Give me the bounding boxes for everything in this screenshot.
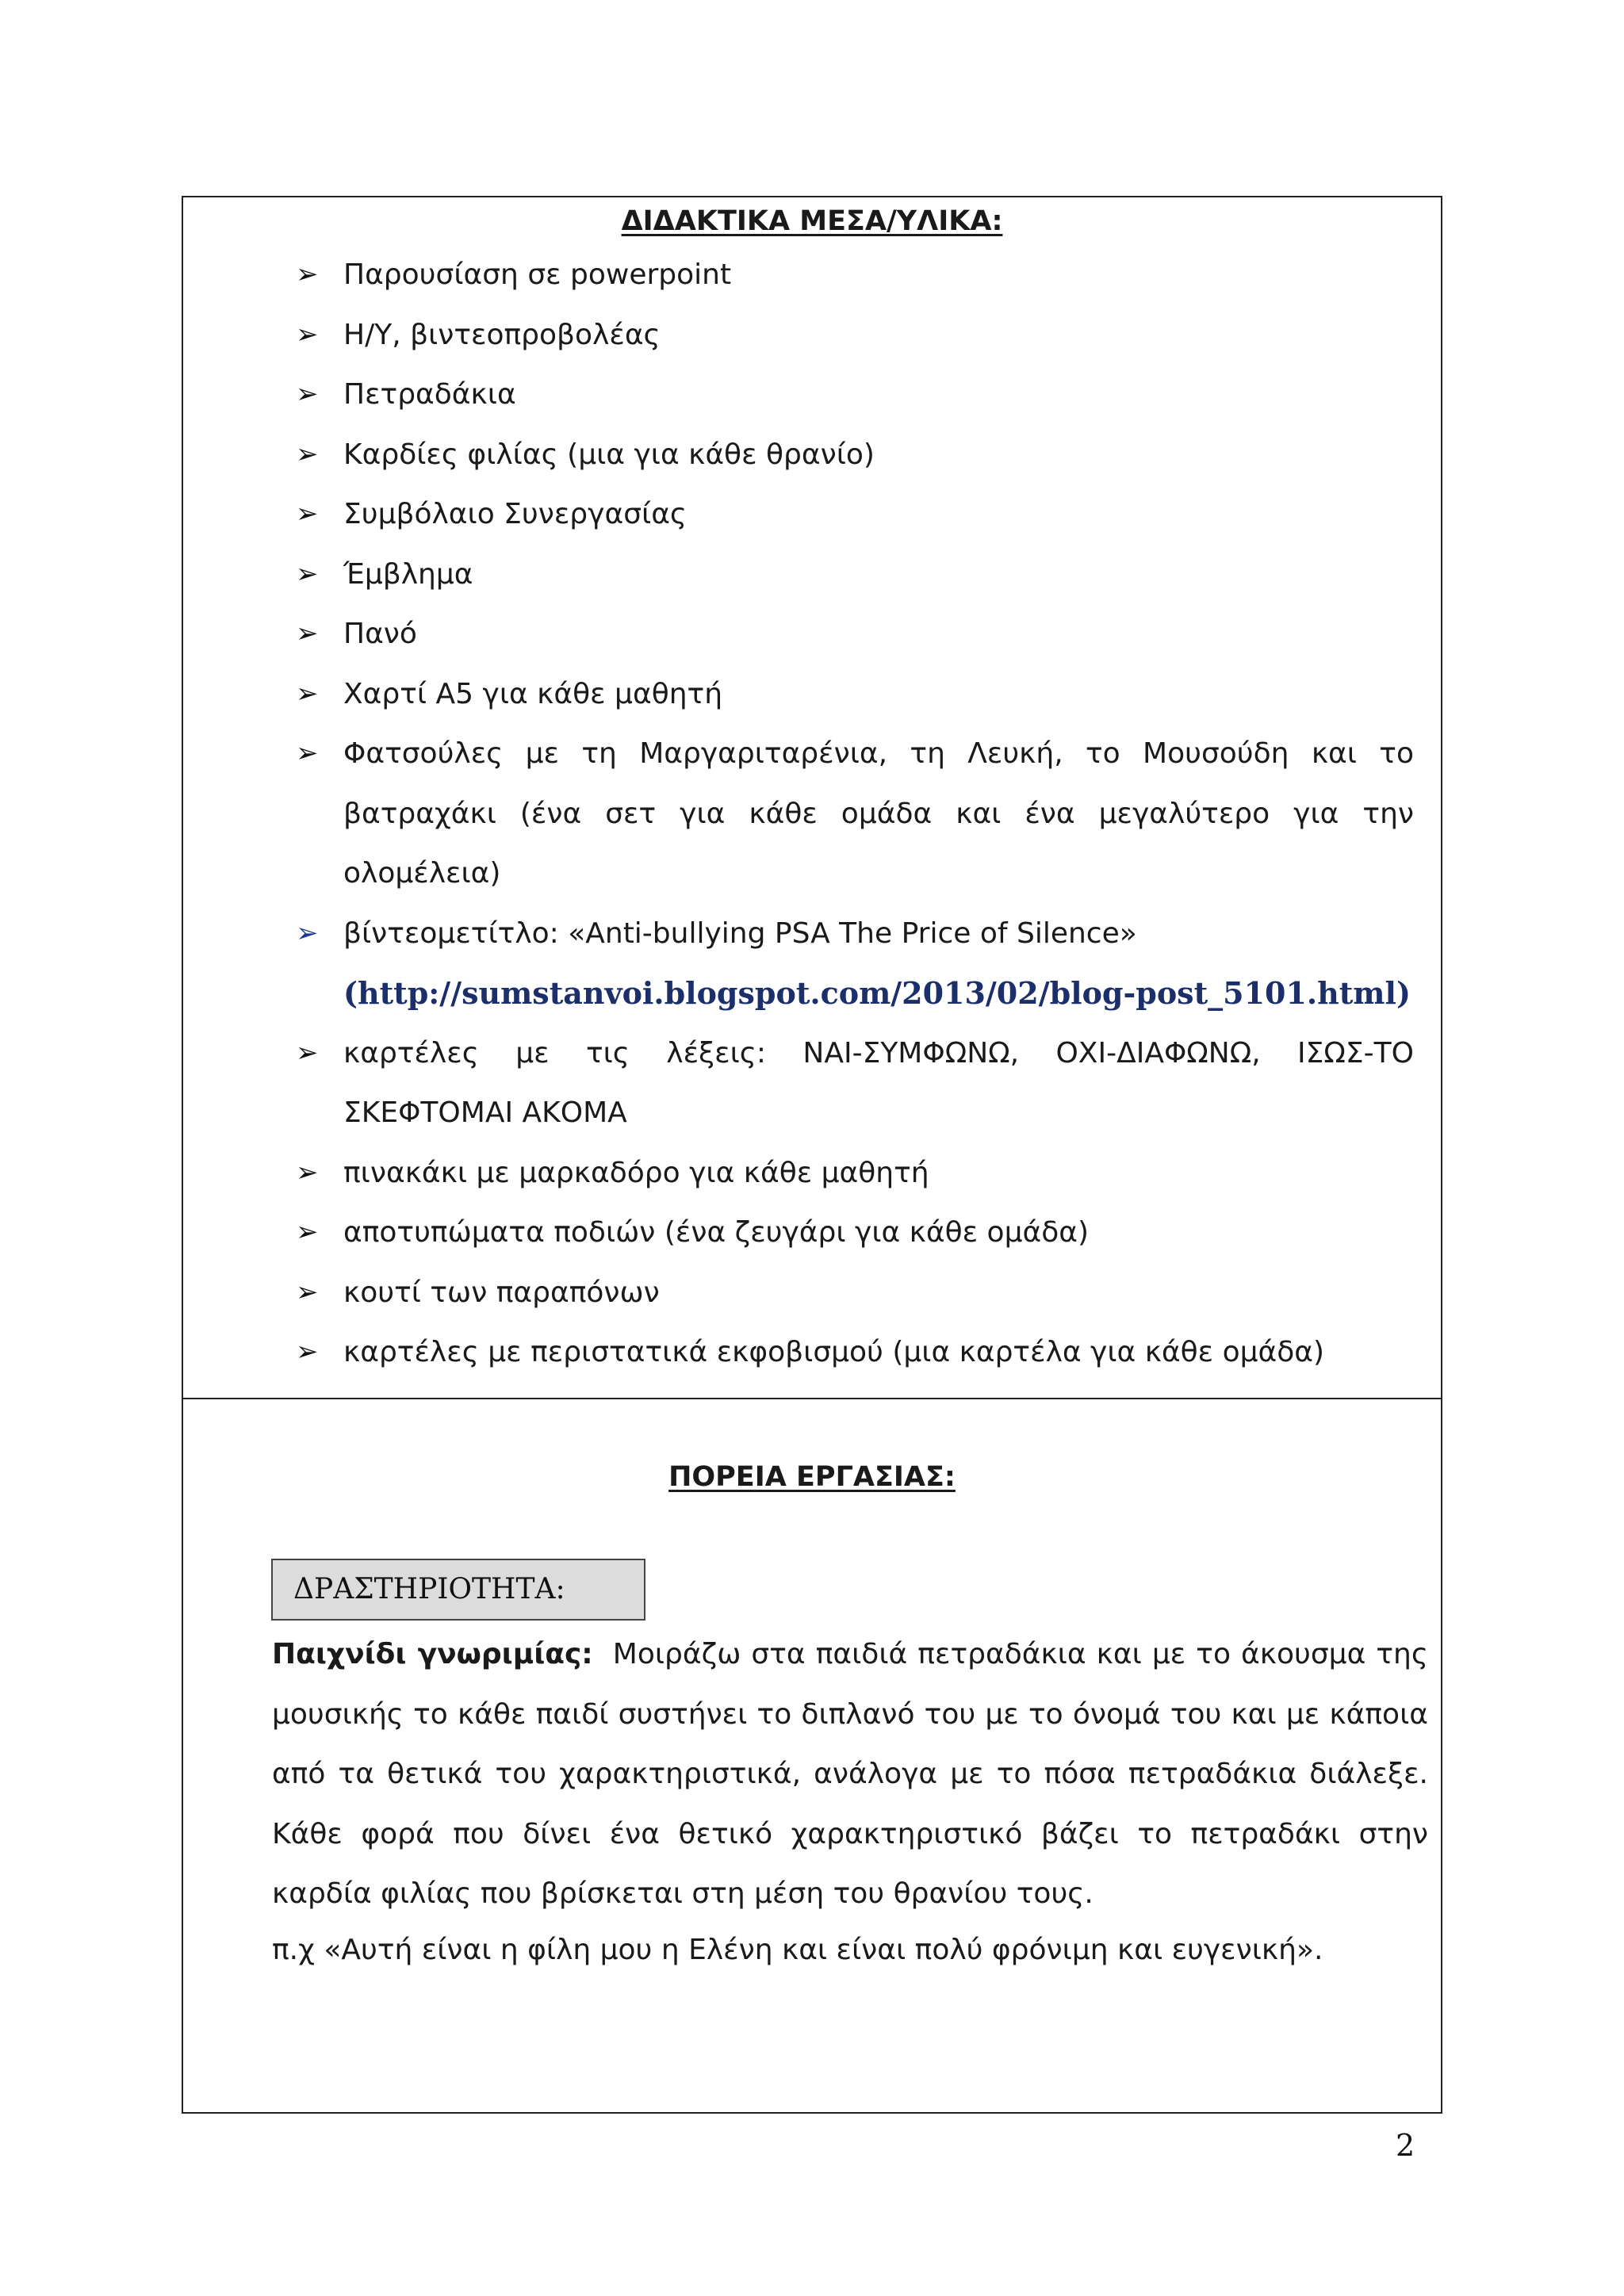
materials-title: ΔΙΔΑΚΤΙΚΑ ΜΕΣΑ/ΥΛΙΚΑ: — [621, 205, 1003, 237]
arrow-bullet-icon: ➢ — [296, 677, 319, 710]
list-item: ➢ Η/Υ, βιντεοπροβολέας — [296, 305, 1414, 365]
game-paragraph — [272, 1624, 1428, 1924]
list-item: ➢ Φατσούλες με τη Μαργαριταρένια, τη Λευκή, το Μουσούδη και το βατραχάκι (ένα σετ για κάθε ομάδα και ένα μεγαλύτερο για την ολομέλεια) — [296, 724, 1414, 904]
list-item: ➢ καρτέλες με τις λέξεις: ΝΑΙ-ΣΥΜΦΩΝΩ, ΟΧΙ-ΔΙΑΦΩΝΩ, ΙΣΩΣ-ΤΟ ΣΚΕΦΤΟΜΑΙ ΑΚΟΜΑ — [296, 1024, 1414, 1143]
game-text: Μοιράζω στα παιδιά πετραδάκια και με το άκουσμα της μουσικής το κάθε παιδί συστήνει το διπλανό του με το όνομά του και με κάποια από τα θετικά του χαρακτηριστικά, ανάλογα με το πόσα πετραδάκια διάλεξε. Κάθε φορά που δίνει ένα θετικό χαρακτηριστικό βάζει το πετραδάκι στην καρδία φιλίας που βρίσκεται στη μέση του θρανίου τους. — [272, 1638, 1428, 1910]
list-item: ➢ Χαρτί Α5 για κάθε μαθητή — [296, 664, 1414, 725]
materials-list — [296, 245, 1414, 1383]
list-item: ➢ Πανό — [296, 604, 1414, 664]
procedure-title: ΠΟΡΕΙΑ ΕΡΓΑΣΙΑΣ: — [668, 1461, 956, 1493]
arrow-bullet-icon: ➢ — [296, 737, 319, 769]
arrow-bullet-icon: ➢ — [296, 498, 319, 530]
activity-description — [272, 1624, 1428, 1976]
list-item-video: ➢ βίντεομετίτλο: «Anti-bullying PSA The Price of Silence» (http://sumstanvoi.blogspot.com/2013/02/blog-post_5101.html) — [296, 904, 1414, 1024]
arrow-bullet-icon: ➢ — [296, 438, 319, 470]
activity-label-box: ΔΡΑΣΤΗΡΙΟΤΗΤΑ: — [271, 1559, 645, 1621]
video-url-link[interactable]: (http://sumstanvoi.blogspot.com/2013/02/blog-post_5101.html) — [343, 975, 1411, 1011]
list-item: ➢ κουτί των παραπόνων — [296, 1263, 1414, 1323]
list-item: ➢ καρτέλες με περιστατικά εκφοβισμού (μια καρτέλα για κάθε ομάδα) — [296, 1322, 1414, 1383]
arrow-bullet-icon: ➢ — [296, 378, 319, 410]
list-item: ➢ Καρδίες φιλίας (μια για κάθε θρανίο) — [296, 425, 1414, 485]
arrow-bullet-icon: ➢ — [296, 318, 319, 350]
list-item: ➢ πινακάκι με μαρκαδόρο για κάθε μαθητή — [296, 1143, 1414, 1203]
arrow-bullet-icon: ➢ — [296, 1276, 319, 1308]
arrow-bullet-icon: ➢ — [296, 916, 319, 949]
list-item: ➢ Συμβόλαιο Συνεργασίας — [296, 484, 1414, 545]
section-divider — [183, 1398, 1441, 1399]
page-number: 2 — [1396, 2128, 1415, 2163]
arrow-bullet-icon: ➢ — [296, 1036, 319, 1069]
content-frame — [182, 196, 1442, 2114]
example-text: π.χ «Αυτή είναι η φίλη μου η Ελένη και είναι πολύ φρόνιμη και ευγενική». — [272, 1933, 1323, 1966]
arrow-bullet-icon: ➢ — [296, 1216, 319, 1248]
arrow-bullet-icon: ➢ — [296, 258, 319, 290]
list-item: ➢ Έμβλημα — [296, 545, 1414, 605]
list-item: ➢ Πετραδάκια — [296, 365, 1414, 425]
game-title: Παιχνίδι γνωριμίας: — [272, 1638, 593, 1670]
arrow-bullet-icon: ➢ — [296, 618, 319, 649]
list-item: ➢ αποτυπώματα ποδιών (ένα ζευγάρι για κάθε ομάδα) — [296, 1203, 1414, 1263]
arrow-bullet-icon: ➢ — [296, 557, 319, 590]
arrow-bullet-icon: ➢ — [296, 1156, 319, 1188]
list-item: ➢ Παρουσίαση σε powerpoint — [296, 245, 1414, 305]
arrow-bullet-icon: ➢ — [296, 1336, 319, 1368]
